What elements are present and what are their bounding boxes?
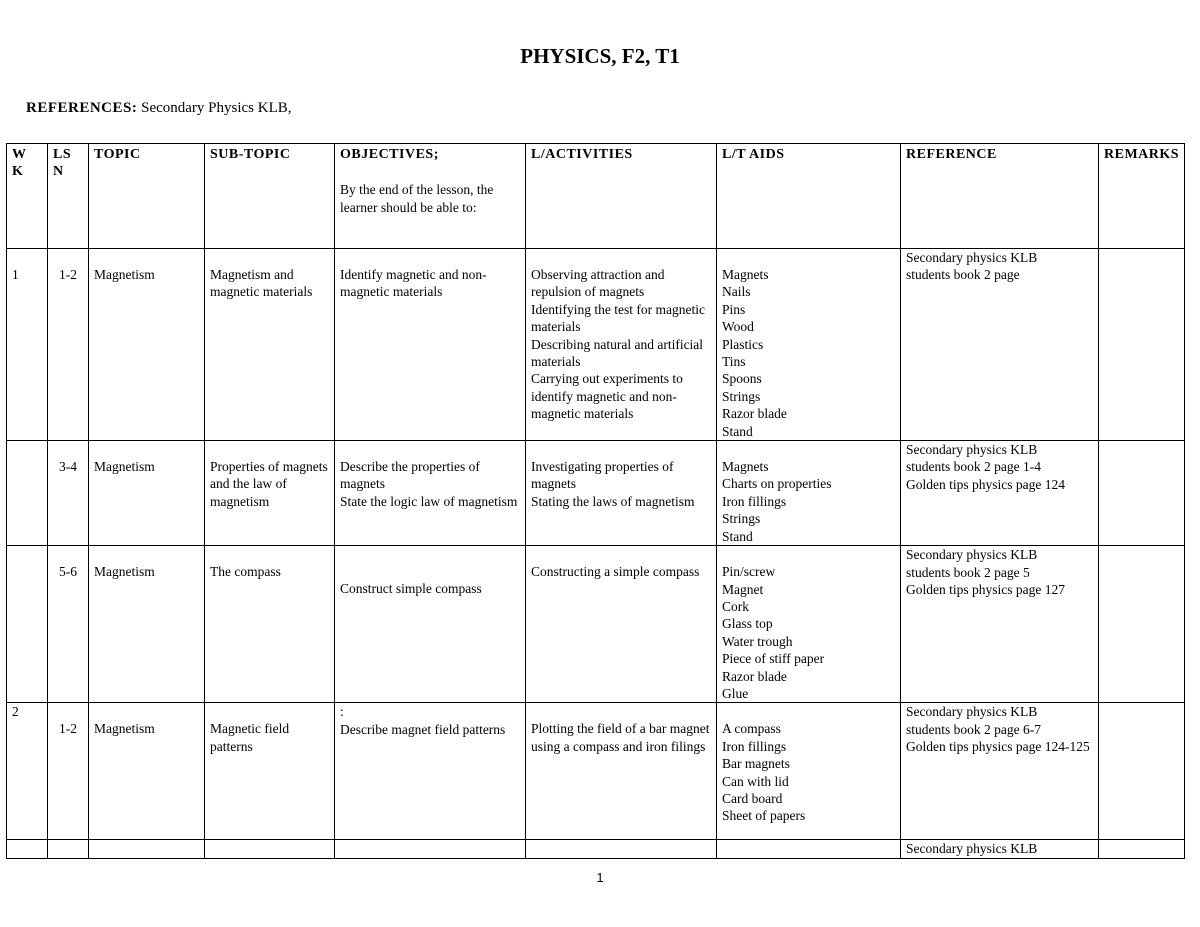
cell-reference: Secondary physics KLB students book 2 page 6-7 Golden tips physics page 124-125: [901, 703, 1099, 840]
cell-lsn: 5-6: [48, 546, 89, 703]
cell-remarks: [1099, 840, 1185, 858]
cell-lsn: 1-2: [48, 249, 89, 441]
header-subtopic: SUB-TOPIC: [205, 144, 335, 249]
cell-subtopic: [205, 840, 335, 858]
header-activities: L/ACTIVITIES: [526, 144, 717, 249]
cell-aids: [717, 840, 901, 858]
cell-reference: Secondary physics KLB students book 2 page 1-4 Golden tips physics page 124: [901, 441, 1099, 546]
cell-wk: 2: [7, 703, 48, 840]
header-topic: TOPIC: [89, 144, 205, 249]
cell-reference: Secondary physics KLB: [901, 840, 1099, 858]
cell-reference: Secondary physics KLB students book 2 page 5 Golden tips physics page 127: [901, 546, 1099, 703]
header-row: [7, 144, 1185, 249]
cell-activities: Plotting the field of a bar magnet using a compass and iron filings: [526, 703, 717, 840]
header-aids: L/T AIDS: [717, 144, 901, 249]
cell-aids: Magnets Charts on properties Iron fillings Strings Stand: [717, 441, 901, 546]
cell-subtopic: Magnetism and magnetic materials: [205, 249, 335, 441]
cell-activities: Investigating properties of magnets Stating the laws of magnetism: [526, 441, 717, 546]
header-objectives: OBJECTIVES; By the end of the lesson, the learner should be able to:: [335, 144, 526, 249]
cell-topic: Magnetism: [89, 703, 205, 840]
cell-aids: A compass Iron fillings Bar magnets Can with lid Card board Sheet of papers: [717, 703, 901, 840]
cell-wk: 1: [7, 249, 48, 441]
cell-lsn: 1-2: [48, 703, 89, 840]
table-row: [7, 840, 1185, 858]
page-number: 1: [596, 870, 604, 885]
cell-reference: Secondary physics KLB students book 2 page: [901, 249, 1099, 441]
header-wk: W K: [7, 144, 48, 249]
document-title: PHYSICS, F2, T1: [520, 44, 680, 68]
cell-wk: [7, 441, 48, 546]
table-row: [7, 441, 1185, 546]
cell-wk: [7, 840, 48, 858]
cell-objectives: Identify magnetic and non-magnetic materials: [335, 249, 526, 441]
cell-topic: Magnetism: [89, 546, 205, 703]
table-row: [7, 703, 1185, 840]
references-label: REFERENCES:: [26, 100, 138, 116]
header-reference: REFERENCE: [901, 144, 1099, 249]
references-value: Secondary Physics KLB,: [141, 100, 292, 116]
cell-topic: Magnetism: [89, 249, 205, 441]
cell-activities: [526, 840, 717, 858]
cell-subtopic: The compass: [205, 546, 335, 703]
cell-lsn: 3-4: [48, 441, 89, 546]
cell-remarks: [1099, 703, 1185, 840]
header-lsn: LS N: [48, 144, 89, 249]
cell-objectives: Describe the properties of magnets State the logic law of magnetism: [335, 441, 526, 546]
cell-remarks: [1099, 441, 1185, 546]
cell-topic: Magnetism: [89, 441, 205, 546]
cell-remarks: [1099, 249, 1185, 441]
cell-activities: Observing attraction and repulsion of magnets Identifying the test for magnetic materials Describing natural and artificial materials Carrying out experiments to identify magnetic and non-magnetic materials: [526, 249, 717, 441]
cell-subtopic: Magnetic field patterns: [205, 703, 335, 840]
table-row: [7, 546, 1185, 703]
scheme-of-work-table: [6, 143, 1185, 859]
table-row: [7, 249, 1185, 441]
cell-objectives: Construct simple compass: [335, 546, 526, 703]
references-line: [26, 100, 292, 117]
cell-aids: Pin/screw Magnet Cork Glass top Water trough Piece of stiff paper Razor blade Glue: [717, 546, 901, 703]
cell-remarks: [1099, 546, 1185, 703]
cell-objectives: [335, 840, 526, 858]
cell-wk: [7, 546, 48, 703]
header-objectives-subtext: By the end of the lesson, the learner should be able to:: [340, 182, 494, 215]
cell-topic: [89, 840, 205, 858]
cell-lsn: [48, 840, 89, 858]
cell-objectives: : Describe magnet field patterns: [335, 703, 526, 840]
cell-subtopic: Properties of magnets and the law of magnetism: [205, 441, 335, 546]
header-remarks: REMARKS: [1099, 144, 1185, 249]
cell-aids: Magnets Nails Pins Wood Plastics Tins Spoons Strings Razor blade Stand: [717, 249, 901, 441]
cell-activities: Constructing a simple compass: [526, 546, 717, 703]
